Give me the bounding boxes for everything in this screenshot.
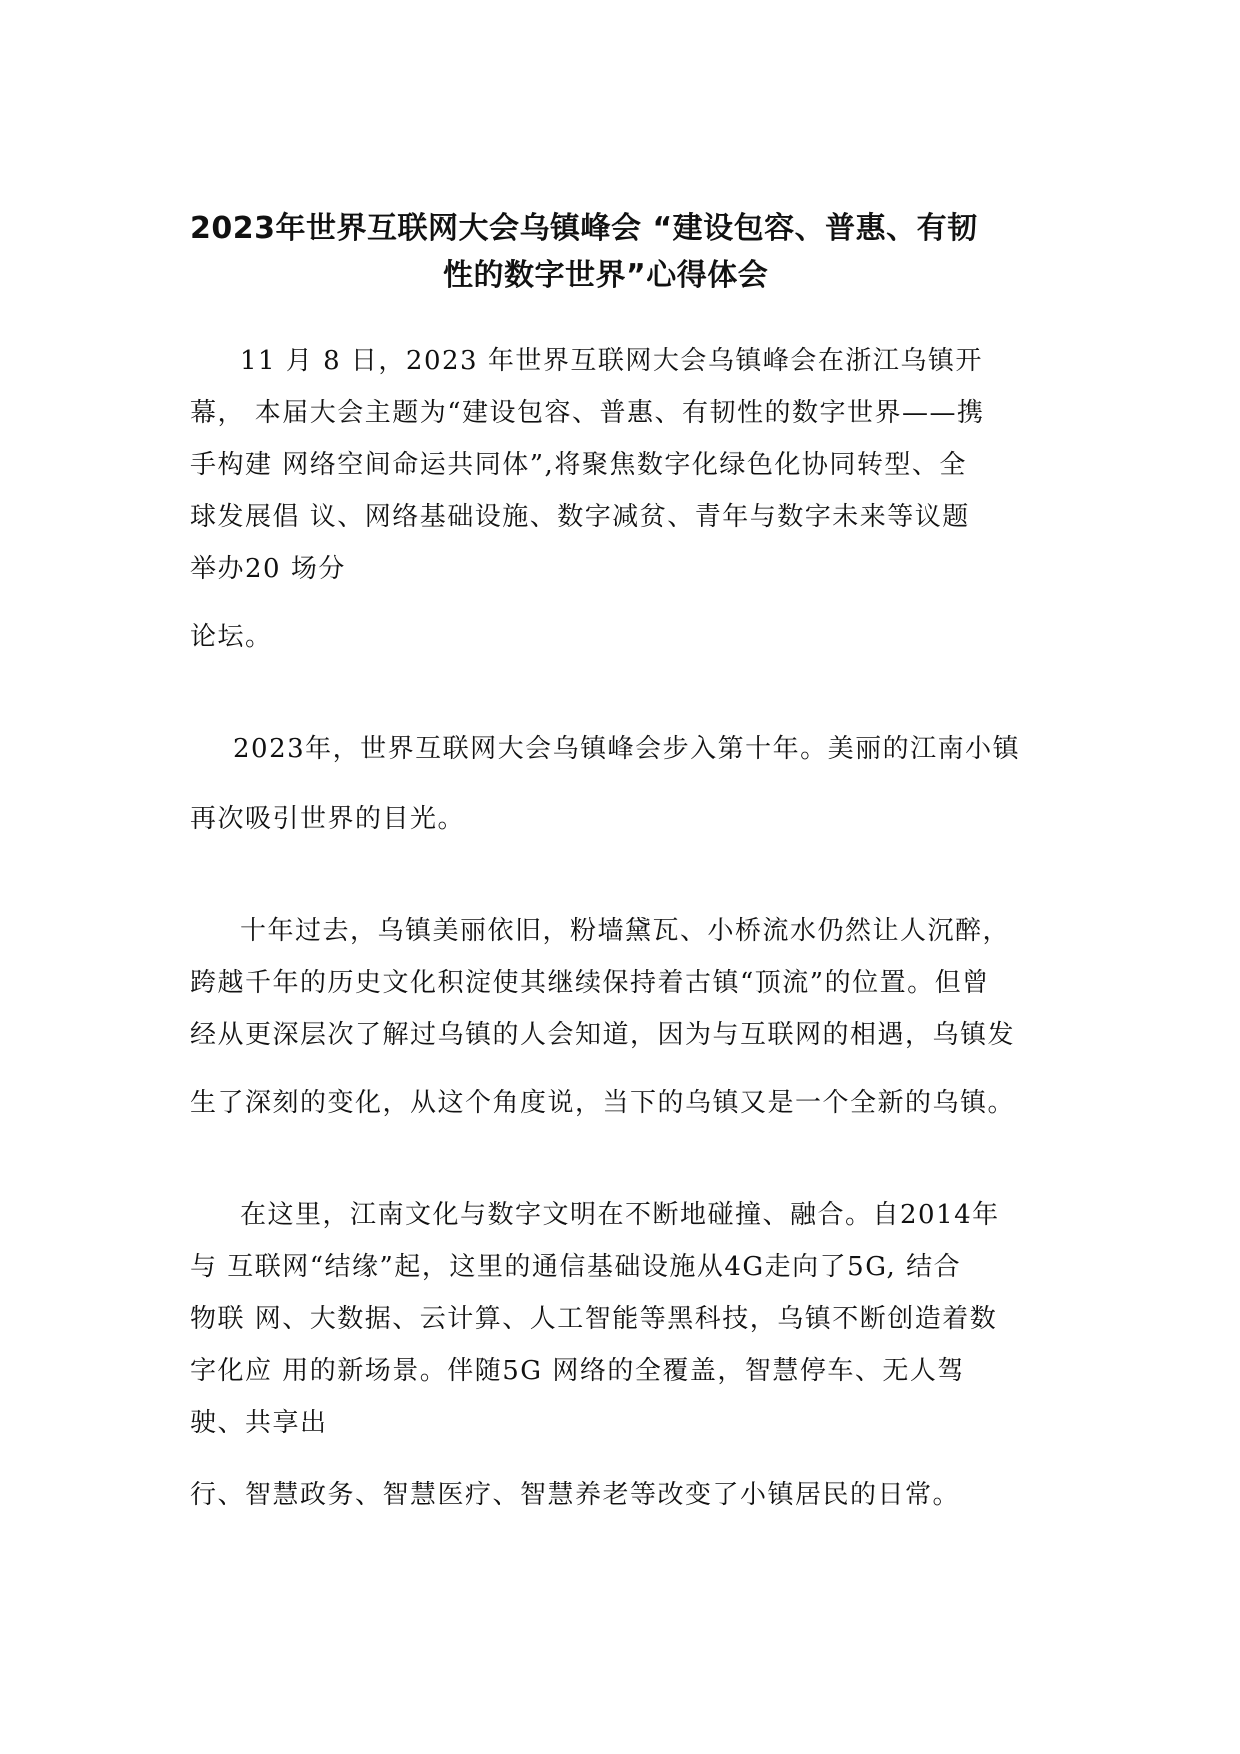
paragraph-3-line-1: 十年过去，乌镇美丽依旧，粉墙黛瓦、小桥流水仍然让人沉醉， [240,916,1011,946]
paragraph-1-line-5: 举办20 场分 [190,554,346,584]
document-title-line-1: 2023年世界互联网大会乌镇峰会 “建设包容、普惠、有韧 [190,211,978,246]
paragraph-1-line-1: 11 月 8 日，2023 年世界互联网大会乌镇峰会在浙江乌镇开 [240,346,983,376]
paragraph-1-line-4: 球发展倡 议、网络基础设施、数字减贫、青年与数字未来等议题 [190,502,970,532]
paragraph-3-line-4: 生了深刻的变化，从这个角度说，当下的乌镇又是一个全新的乌镇。 [190,1088,1016,1118]
paragraph-4-line-1: 在这里，江南文化与数字文明在不断地碰撞、融合。自2014年 [240,1200,1000,1230]
paragraph-4-line-2: 与 互联网“结缘”起，这里的通信基础设施从4G走向了5G, 结合 [190,1252,962,1282]
paragraph-2-line-2: 再次吸引世界的目光。 [190,804,466,834]
paragraph-4-line-5: 驶、共享出 [190,1408,328,1438]
paragraph-4-line-6: 行、智慧政务、智慧医疗、智慧养老等改变了小镇居民的日常。 [190,1480,961,1510]
paragraph-3-line-2: 跨越千年的历史文化积淀使其继续保持着古镇“顶流”的位置。但曾 [190,968,990,998]
paragraph-4-line-3: 物联 网、大数据、云计算、人工智能等黑科技，乌镇不断创造着数 [190,1304,998,1334]
paragraph-2-line-1: 2023年，世界互联网大会乌镇峰会步入第十年。美丽的江南小镇 [233,734,1021,764]
paragraph-1-line-3: 手构建 网络空间命运共同体”,将聚焦数字化绿色化协同转型、全 [190,450,967,480]
paragraph-1-line-6: 论坛。 [190,622,273,652]
paragraph-3-line-3: 经从更深层次了解过乌镇的人会知道，因为与互联网的相遇，乌镇发 [190,1020,1016,1050]
document-title-line-2: 性的数字世界”心得体会 [443,258,769,293]
paragraph-4-line-4: 字化应 用的新场景。伴随5G 网络的全覆盖，智慧停车、无人驾 [190,1356,965,1386]
paragraph-1-line-2: 幕， 本届大会主题为“建设包容、普惠、有韧性的数字世界——携 [190,398,985,428]
